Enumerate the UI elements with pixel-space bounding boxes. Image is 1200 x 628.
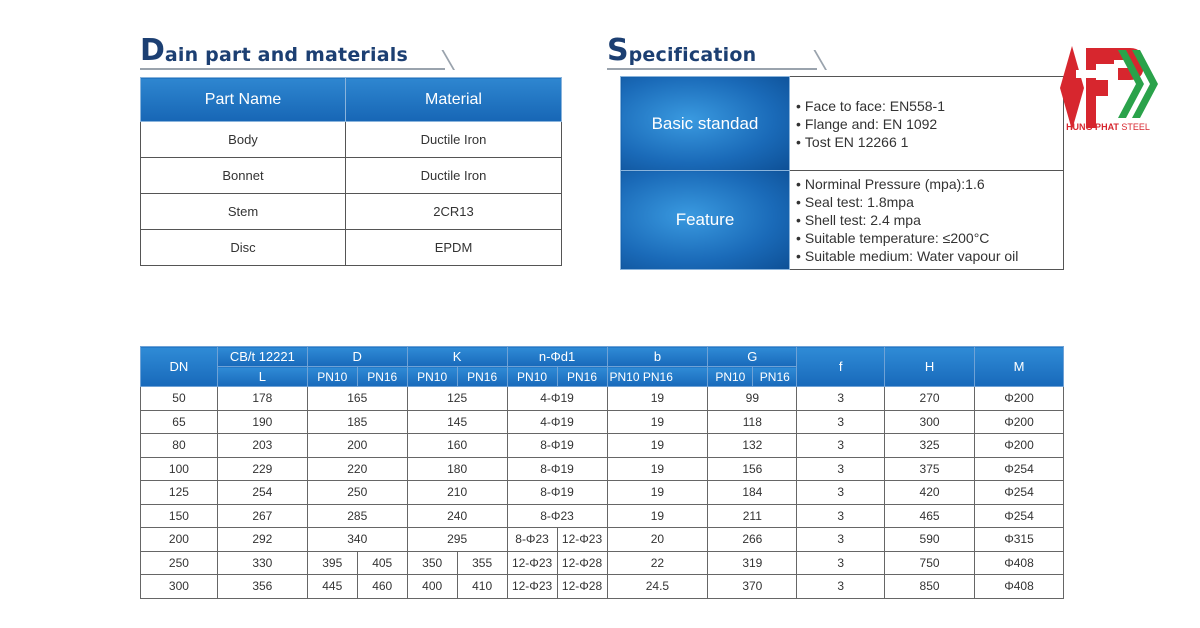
dn-cell: 100	[141, 457, 218, 481]
spec-item: • Face to face: EN558-1	[796, 97, 1057, 115]
h-cell: 750	[885, 551, 975, 575]
spec-values	[790, 171, 1064, 270]
spec-item: • Suitable medium: Water vapour oil	[796, 247, 1057, 265]
f-cell: 3	[797, 528, 885, 552]
nd-cell: 8-Φ19	[507, 434, 607, 458]
m-cell: Φ200	[975, 410, 1064, 434]
nd-cell: 8-Φ19	[507, 481, 607, 505]
spec-item: • Flange and: EN 1092	[796, 115, 1057, 133]
b-cell: 19	[607, 434, 708, 458]
logo-wordmark	[1058, 122, 1158, 132]
g-cell: 118	[708, 410, 797, 434]
b-cell: 20	[607, 528, 708, 552]
length-cell: 178	[217, 387, 307, 411]
nd-pn10-cell: 12-Φ23	[507, 551, 557, 575]
d-cell: 250	[307, 481, 407, 505]
h-cell: 850	[885, 575, 975, 599]
k-cell: 145	[407, 410, 507, 434]
m-cell: Φ408	[975, 575, 1064, 599]
header-b-pn: PN10 PN16	[607, 367, 708, 387]
h-cell: 325	[885, 434, 975, 458]
dn-cell: 65	[141, 410, 218, 434]
f-cell: 3	[797, 457, 885, 481]
spec-item: • Norminal Pressure (mpa):1.6	[796, 175, 1057, 193]
b-cell: 24.5	[607, 575, 708, 599]
part-name-cell: Stem	[141, 194, 346, 230]
parts-title-initial: D	[140, 33, 165, 68]
nd-pn16-cell: 12-Φ23	[557, 528, 607, 552]
table-row	[141, 481, 1064, 505]
g-cell: 132	[708, 434, 797, 458]
dn-cell: 200	[141, 528, 218, 552]
table-row	[141, 194, 562, 230]
d-cell: 285	[307, 504, 407, 528]
spec-values	[790, 77, 1064, 171]
header-k-pn16: PN16	[457, 367, 507, 387]
f-cell: 3	[797, 434, 885, 458]
b-cell: 19	[607, 481, 708, 505]
m-cell: Φ254	[975, 457, 1064, 481]
f-cell: 3	[797, 410, 885, 434]
m-cell: Φ315	[975, 528, 1064, 552]
m-cell: Φ200	[975, 387, 1064, 411]
dn-cell: 250	[141, 551, 218, 575]
table-row	[141, 504, 1064, 528]
f-cell: 3	[797, 504, 885, 528]
table-row	[141, 575, 1064, 599]
g-cell: 99	[708, 387, 797, 411]
m-cell: Φ254	[975, 504, 1064, 528]
h-cell: 465	[885, 504, 975, 528]
g-cell: 211	[708, 504, 797, 528]
title-decoration	[803, 50, 827, 70]
k-pn16-cell: 355	[457, 551, 507, 575]
length-cell: 229	[217, 457, 307, 481]
b-cell: 19	[607, 387, 708, 411]
table-row	[141, 457, 1064, 481]
d-cell: 185	[307, 410, 407, 434]
dn-cell: 150	[141, 504, 218, 528]
header-d-pn10: PN10	[307, 367, 357, 387]
spec-item: • Shell test: 2.4 mpa	[796, 211, 1057, 229]
d-pn10-cell: 445	[307, 575, 357, 599]
d-pn16-cell: 460	[357, 575, 407, 599]
h-cell: 420	[885, 481, 975, 505]
spec-item: • Tost EN 12266 1	[796, 133, 1057, 151]
h-cell: 300	[885, 410, 975, 434]
spec-title-initial: S	[607, 33, 629, 68]
part-name-cell: Disc	[141, 230, 346, 266]
g-cell: 370	[708, 575, 797, 599]
header-d: D	[307, 347, 407, 367]
header-b: b	[607, 347, 708, 367]
d-cell: 200	[307, 434, 407, 458]
spec-row-feature	[621, 171, 1064, 270]
dn-cell: 80	[141, 434, 218, 458]
h-cell: 375	[885, 457, 975, 481]
h-cell: 590	[885, 528, 975, 552]
header-g-pn10: PN10	[708, 367, 753, 387]
d-pn10-cell: 395	[307, 551, 357, 575]
spec-item: • Seal test: 1.8mpa	[796, 193, 1057, 211]
g-cell: 156	[708, 457, 797, 481]
d-pn16-cell: 405	[357, 551, 407, 575]
k-cell: 210	[407, 481, 507, 505]
k-cell: 180	[407, 457, 507, 481]
dimension-table	[140, 346, 1064, 599]
header-h: H	[885, 347, 975, 387]
header-part-name: Part Name	[141, 78, 346, 122]
length-cell: 190	[217, 410, 307, 434]
spec-item: • Suitable temperature: ≤200°C	[796, 229, 1057, 247]
header-f: f	[797, 347, 885, 387]
title-decoration	[431, 50, 455, 70]
header-l: L	[217, 367, 307, 387]
dn-cell: 300	[141, 575, 218, 599]
spec-label: Basic standad	[621, 77, 790, 171]
header-g-pn16: PN16	[753, 367, 797, 387]
parts-materials-table	[140, 77, 562, 266]
part-name-cell: Bonnet	[141, 158, 346, 194]
f-cell: 3	[797, 481, 885, 505]
k-pn10-cell: 350	[407, 551, 457, 575]
b-cell: 19	[607, 410, 708, 434]
material-cell: 2CR13	[346, 194, 562, 230]
header-cb-standard: CB/t 12221	[217, 347, 307, 367]
nd-pn10-cell: 12-Φ23	[507, 575, 557, 599]
k-pn10-cell: 400	[407, 575, 457, 599]
spec-label: Feature	[621, 171, 790, 270]
nd-cell: 8-Φ23	[507, 504, 607, 528]
parts-header-row	[141, 78, 562, 122]
b-cell: 19	[607, 504, 708, 528]
header-m: M	[975, 347, 1064, 387]
dn-cell: 50	[141, 387, 218, 411]
nd-pn16-cell: 12-Φ28	[557, 551, 607, 575]
header-n-d1: n-Φd1	[507, 347, 607, 367]
nd-pn16-cell: 12-Φ28	[557, 575, 607, 599]
part-name-cell: Body	[141, 122, 346, 158]
b-cell: 22	[607, 551, 708, 575]
length-cell: 254	[217, 481, 307, 505]
header-d-pn16: PN16	[357, 367, 407, 387]
logo-name-bold: HUNG PHAT	[1066, 122, 1119, 132]
header-nd-pn10: PN10	[507, 367, 557, 387]
f-cell: 3	[797, 575, 885, 599]
header-dn: DN	[141, 347, 218, 387]
b-cell: 19	[607, 457, 708, 481]
d-cell: 165	[307, 387, 407, 411]
d-cell: 220	[307, 457, 407, 481]
length-cell: 292	[217, 528, 307, 552]
header-k-pn10: PN10	[407, 367, 457, 387]
table-row	[141, 410, 1064, 434]
dn-cell: 125	[141, 481, 218, 505]
f-cell: 3	[797, 387, 885, 411]
table-row	[141, 434, 1064, 458]
table-row	[141, 551, 1064, 575]
k-pn16-cell: 410	[457, 575, 507, 599]
length-cell: 203	[217, 434, 307, 458]
d-cell: 340	[307, 528, 407, 552]
k-cell: 125	[407, 387, 507, 411]
g-cell: 319	[708, 551, 797, 575]
length-cell: 330	[217, 551, 307, 575]
parts-title-rest: ain part and materials	[164, 44, 408, 66]
nd-cell: 4-Φ19	[507, 410, 607, 434]
g-cell: 184	[708, 481, 797, 505]
m-cell: Φ200	[975, 434, 1064, 458]
material-cell: EPDM	[346, 230, 562, 266]
spec-row-basic-standard	[621, 77, 1064, 171]
table-row	[141, 528, 1064, 552]
material-cell: Ductile Iron	[346, 158, 562, 194]
header-nd-pn16: PN16	[557, 367, 607, 387]
h-cell: 270	[885, 387, 975, 411]
spec-section-title	[607, 34, 817, 70]
specification-table	[620, 76, 1064, 270]
logo-name-rest: STEEL	[1118, 122, 1150, 132]
table-row	[141, 387, 1064, 411]
dimension-table-body	[141, 387, 1064, 599]
table-row	[141, 122, 562, 158]
length-cell: 267	[217, 504, 307, 528]
parts-section-title	[140, 33, 445, 70]
header-g: G	[708, 347, 797, 367]
nd-cell: 4-Φ19	[507, 387, 607, 411]
nd-cell: 8-Φ19	[507, 457, 607, 481]
m-cell: Φ408	[975, 551, 1064, 575]
m-cell: Φ254	[975, 481, 1064, 505]
k-cell: 240	[407, 504, 507, 528]
length-cell: 356	[217, 575, 307, 599]
table-row	[141, 230, 562, 266]
nd-pn10-cell: 8-Φ23	[507, 528, 557, 552]
spec-title-rest: pecification	[628, 44, 757, 66]
header-material: Material	[346, 78, 562, 122]
material-cell: Ductile Iron	[346, 122, 562, 158]
k-cell: 160	[407, 434, 507, 458]
f-cell: 3	[797, 551, 885, 575]
dim-header-row-1	[141, 347, 1064, 367]
k-cell: 295	[407, 528, 507, 552]
g-cell: 266	[708, 528, 797, 552]
header-k: K	[407, 347, 507, 367]
table-row	[141, 158, 562, 194]
